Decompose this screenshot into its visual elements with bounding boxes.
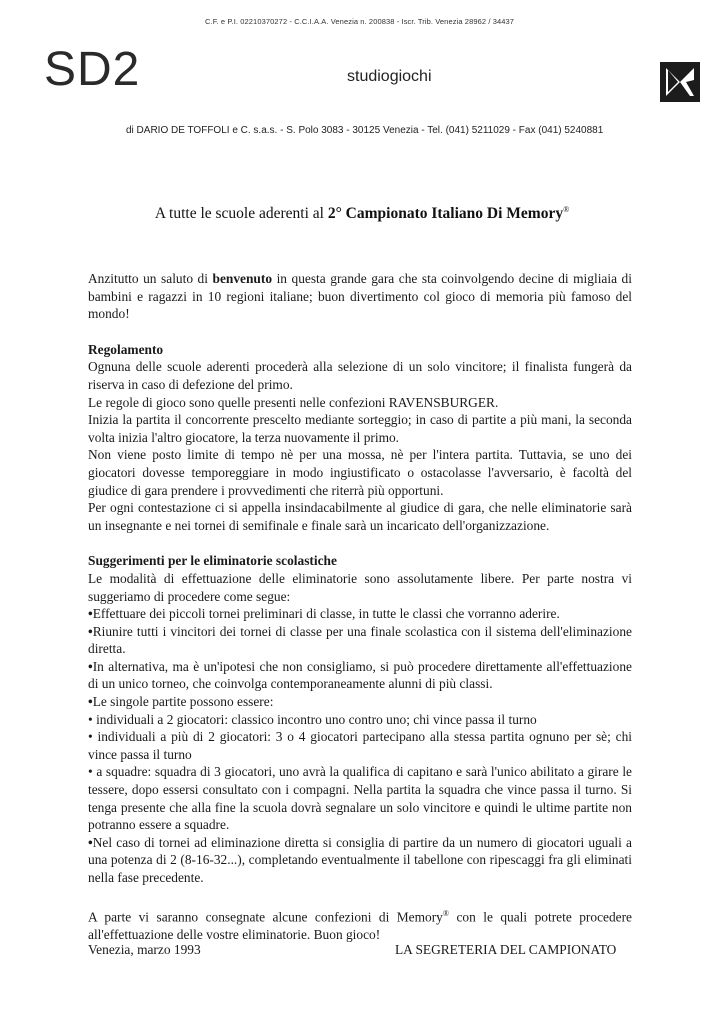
suggerimenti-intro: Le modalità di effettuazione delle eliminatorie sono assolutamente libere. Per parte nostra vi suggeriamo di procedere come segue: xyxy=(88,570,632,604)
bullet-item xyxy=(88,693,632,711)
closing-registered-mark: ® xyxy=(442,908,449,918)
intro-bold-word: benvenuto xyxy=(212,271,273,286)
bullet-glyph: • xyxy=(88,834,93,850)
bullet-item xyxy=(88,658,632,693)
bullet-text: Effettuare dei piccoli tornei preliminari di classe, in tutte le classi che vorranno aderire. xyxy=(92,606,560,622)
bullet-glyph: • xyxy=(88,694,93,710)
bullet-glyph: • xyxy=(88,658,93,674)
intro-text-after: in questa grande gara che sta coinvolgendo decine di migliaia di bambini e ragazzi in 10 regioni italiane; buon divertimento col gioco di memoria più famoso del mondo! xyxy=(88,271,632,322)
regolamento-heading: Regolamento xyxy=(88,341,164,357)
bullet-glyph: • xyxy=(88,606,93,622)
bullet-item xyxy=(88,834,632,887)
bullet-item xyxy=(88,623,632,658)
fiscal-info-line: C.F. e P.I. 02210370272 - C.C.I.A.A. Venezia n. 200838 - Iscr. Trib. Venezia 28962 / 34437 xyxy=(205,17,515,26)
brand-name: studiogiochi xyxy=(347,68,432,85)
suggerimenti-heading: Suggerimenti per le eliminatorie scolastiche xyxy=(88,553,337,569)
bullet-text: In alternativa, ma è un'ipotesi che non consigliamo, si può procedere direttamente all'effettuazione di un unico torneo, che coinvolga contemporaneamente alunni di più classi. xyxy=(88,658,632,692)
bullet-text: Riunire tutti i vincitori dei tornei di classe per una finale scolastica con il sistema dell'eliminazione diretta. xyxy=(88,623,632,657)
sub-bullet-text: individuali a più di 2 giocatori: 3 o 4 giocatori partecipano alla stessa partita ognuno per sè; chi vince passa il turno xyxy=(88,729,632,762)
title-registered-mark: ® xyxy=(563,205,570,214)
sub-bullet-text: a squadre: squadra di 3 giocatori, uno avrà la qualifica di capitano e sarà l'unico abilitato a girare le tessere, dopo essersi consultato con i compagni. Nella partita la squadra che vince passa il turno. Si tenga presente che alla fine la scuola dovrà segnalare un solo vincitore e quindi le ultime partite non potranno essere a squadre. xyxy=(88,764,632,833)
intro-paragraph xyxy=(88,270,632,323)
bullet-text: Le singole partite possono essere: xyxy=(92,694,274,710)
rule-paragraph: Non viene posto limite di tempo nè per una mossa, nè per l'intera partita. Tuttavia, se uno dei giocatori dovesse temporeggiare in modo ingiustificato o ostacolasse l'avversario, è facoltà del giudice di gara prendere i provvedimenti che riterrà più opportuni. xyxy=(88,447,632,498)
intro-text-before: Anzitutto un saluto di xyxy=(88,271,208,286)
bullet-glyph: • xyxy=(88,729,93,745)
place-and-date: Venezia, marzo 1993 xyxy=(88,942,201,957)
signature: LA SEGRETERIA DEL CAMPIONATO xyxy=(395,942,617,957)
rule-paragraph: Ognuna delle scuole aderenti procederà alla selezione di un solo vincitore; il finalista fungerà da riserva in caso di defezione del primo. xyxy=(88,359,632,392)
bullet-glyph: • xyxy=(88,764,93,780)
letter-title xyxy=(0,205,724,223)
title-bold: 2° Campionato Italiano Di Memory xyxy=(327,205,564,223)
sub-bullet-item xyxy=(88,728,632,763)
studiogiochi-logo-icon xyxy=(660,62,700,102)
sub-bullet-item xyxy=(88,711,632,729)
closing-text-before: A parte vi saranno consegnate alcune confezioni di Memory xyxy=(88,909,443,925)
sub-bullet-item xyxy=(88,763,632,833)
company-address: di DARIO DE TOFFOLI e C. s.a.s. - S. Polo 3083 - 30125 Venezia - Tel. (041) 5211029 - Fax (041) 5240881 xyxy=(126,125,604,136)
rule-paragraph: Inizia la partita il concorrente prescelto mediante sorteggio; in caso di partite a più mani, la seconda volta inizia l'altro giocatore, la terza nuovamente il primo. xyxy=(88,412,632,445)
bullet-glyph: • xyxy=(88,711,93,727)
closing-text-after: con le quali potrete procedere all'effettuazione delle vostre eliminatorie. Buon gioco! xyxy=(88,909,632,942)
title-prefix: A tutte le scuole aderenti al xyxy=(154,205,324,223)
regolamento-section xyxy=(88,341,632,535)
sub-bullet-text: individuali a 2 giocatori: classico incontro uno contro uno; chi vince passa il turno xyxy=(96,711,537,727)
sd2-logo: SD2 xyxy=(44,43,141,96)
letter-body xyxy=(88,270,632,943)
bullet-item xyxy=(88,605,632,623)
bullet-glyph: • xyxy=(88,623,93,639)
closing-paragraph xyxy=(88,905,632,944)
suggerimenti-section xyxy=(88,552,632,886)
bullet-text: Nel caso di tornei ad eliminazione diretta si consiglia di partire da un numero di giocatori uguali a una potenza di 2 (8-16-32...), completando eventualmente il tabellone con ripescaggi fra gli eliminati nella fase precedente. xyxy=(88,834,632,885)
rule-paragraph: Le regole di gioco sono quelle presenti nelle confezioni RAVENSBURGER. xyxy=(88,394,499,410)
rule-paragraph: Per ogni contestazione ci si appella insindacabilmente al giudice di gara, che nelle eliminatorie sarà un insegnante e nei tornei di semifinale e finale sarà un incaricato dell'organizzazione. xyxy=(88,500,632,533)
